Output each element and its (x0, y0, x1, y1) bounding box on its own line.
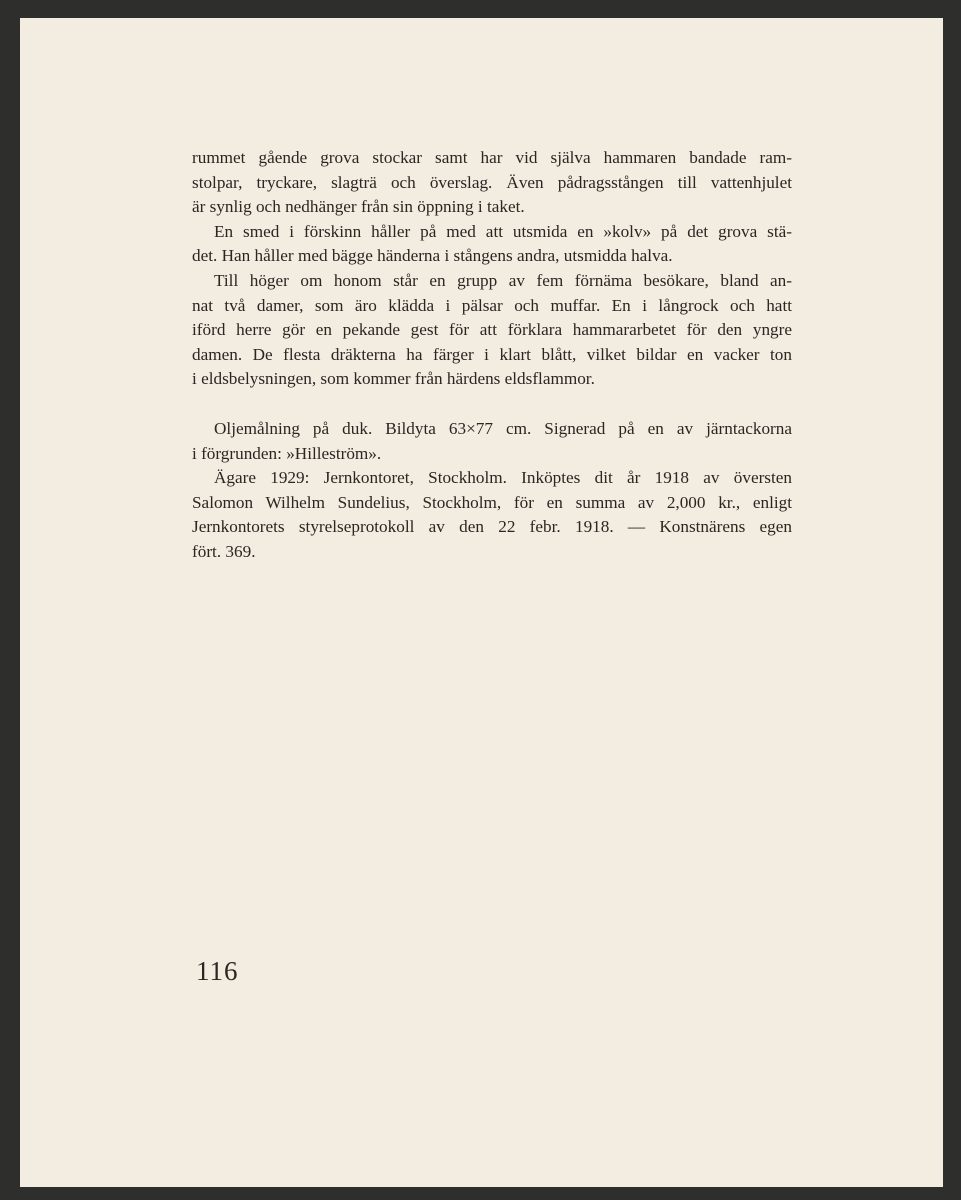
text-line: En smed i förskinn håller på med att utsmida en »kolv» på det grova stä- (214, 221, 792, 241)
description-section (192, 146, 792, 392)
document-page (20, 18, 943, 1187)
text-line: Till höger om honom står en grupp av fem förnäma besökare, bland an- (214, 270, 792, 290)
text-line: i förgrunden: »Hilleström». (192, 443, 382, 463)
text-line: damen. De flesta dräkterna ha färger i klart blått, vilket bildar en vacker ton (192, 344, 792, 364)
text-line: i eldsbelysningen, som kommer från härdens eldsflammor. (192, 369, 595, 389)
text-line: det. Han håller med bägge händerna i stångens andra, utsmidda halva. (192, 246, 673, 266)
paragraph (192, 220, 792, 269)
paragraph (192, 466, 792, 564)
body-text (192, 146, 792, 565)
paragraph (192, 269, 792, 392)
text-line: Oljemålning på duk. Bildyta 63×77 cm. Signerad på en av järntackorna (214, 418, 792, 438)
text-line: är synlig och nedhänger från sin öppning i taket. (192, 197, 525, 217)
text-line: Jernkontorets styrelseprotokoll av den 22 febr. 1918. — Konstnärens egen (192, 517, 792, 537)
text-line: Ägare 1929: Jernkontoret, Stockholm. Inköptes dit år 1918 av översten (214, 468, 792, 488)
catalog-section (192, 417, 792, 565)
text-line: fört. 369. (192, 541, 256, 561)
paragraph (192, 146, 792, 220)
paragraph (192, 417, 792, 466)
page-number: 116 (196, 956, 239, 986)
text-line: rummet gående grova stockar samt har vid själva hammaren bandade ram- (192, 148, 792, 167)
text-line: nat två damer, som äro klädda i pälsar och muffar. En i långrock och hatt (192, 295, 792, 315)
text-line: stolpar, tryckare, slagträ och överslag. Även pådragsstången till vattenhjulet (192, 172, 792, 192)
text-line: iförd herre gör en pekande gest för att förklara hammararbetet för den yngre (192, 320, 792, 340)
text-line: Salomon Wilhelm Sundelius, Stockholm, för en summa av 2,000 kr., enligt (192, 492, 792, 512)
section-gap (192, 392, 792, 417)
